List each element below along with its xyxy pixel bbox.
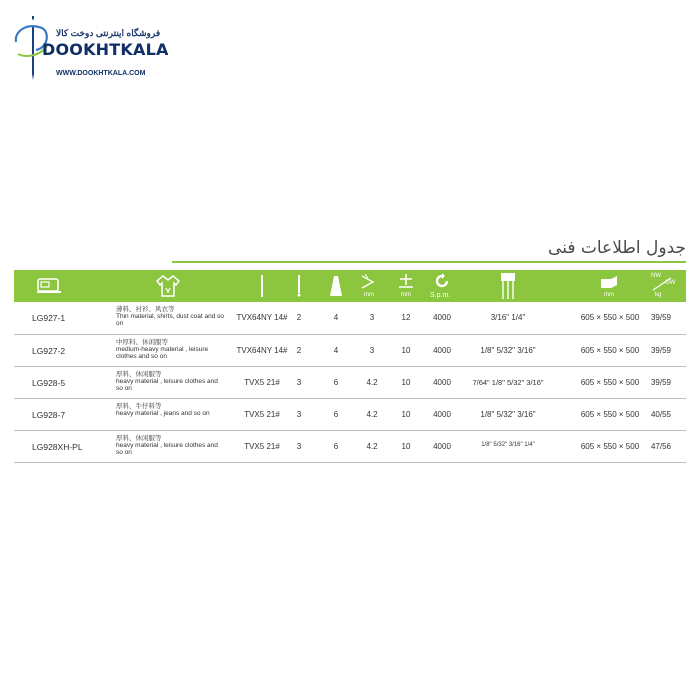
cell-gauge: 1/8" 5/32" 3/16"	[480, 410, 536, 419]
cell-stitch: 4.2	[366, 378, 378, 387]
cell-needle: TVX5 21#	[244, 442, 280, 451]
cell-needles: 3	[296, 410, 302, 419]
cell-gauge: 1/8" 5/32" 3/16" 1/4"	[481, 442, 535, 448]
cell-package: 605 × 550 × 500	[580, 313, 640, 322]
section-title: جدول اطلاعات فنی	[548, 238, 686, 258]
table-row	[14, 335, 686, 367]
cell-package: 605 × 550 × 500	[580, 442, 640, 451]
speed-unit: S.p.m.	[430, 292, 451, 299]
cell-package: 605 × 550 × 500	[580, 378, 640, 387]
cell-description: 中厚料、休闲服等 medium-heavy material , leisure clothes and so on	[116, 339, 209, 361]
stitch-length-icon	[359, 272, 377, 292]
cell-package: 605 × 550 × 500	[580, 410, 640, 419]
cell-lift: 12	[401, 313, 411, 322]
cell-model: LG927-1	[32, 313, 66, 323]
logo-brand-name: DOOKHTKALA	[42, 40, 169, 59]
cell-stitch: 4.2	[366, 442, 378, 451]
cell-needle: TVX5 21#	[244, 378, 280, 387]
spec-table	[14, 270, 686, 463]
cell-weight: 39/59	[650, 346, 672, 355]
needle-count-icon	[296, 275, 302, 297]
cell-threads: 6	[333, 378, 339, 387]
table-row	[14, 431, 686, 463]
weight-nw-label: NW	[651, 273, 661, 279]
cell-lift: 10	[401, 346, 411, 355]
cell-needle: TVX5 21#	[244, 410, 280, 419]
cell-weight: 39/59	[650, 313, 672, 322]
logo-url: WWW.DOOKHTKALA.COM	[56, 70, 146, 77]
cell-description: 厚料、休闲服等 heavy material , leisure clothes and so on	[116, 435, 218, 457]
table-row	[14, 302, 686, 335]
cell-needles: 2	[296, 313, 302, 322]
cell-model: LG928XH-PL	[32, 442, 83, 452]
package-box-icon	[599, 275, 619, 289]
weight-unit: kg	[655, 292, 662, 298]
cell-speed: 4000	[433, 378, 451, 387]
cell-stitch: 4.2	[366, 410, 378, 419]
table-row	[14, 399, 686, 431]
cell-speed: 4000	[433, 410, 451, 419]
cell-needles: 2	[296, 346, 302, 355]
cell-needles: 3	[296, 442, 302, 451]
cell-gauge: 3/16" 1/4"	[490, 313, 526, 322]
cell-description: 薄料、衬衫、风衣等 Thin material, shirts, dust coat and so on	[116, 306, 225, 328]
cell-lift: 10	[401, 442, 411, 451]
cell-model: LG928-7	[32, 410, 66, 420]
site-logo[interactable]	[12, 14, 172, 80]
weight-gw-label: GW	[665, 280, 676, 286]
cell-weight: 40/55	[650, 410, 672, 419]
cell-gauge: 7/64" 1/8" 5/32" 3/16"	[472, 378, 544, 387]
cell-stitch: 3	[369, 346, 375, 355]
cell-needles: 3	[296, 378, 302, 387]
cell-threads: 6	[333, 410, 339, 419]
cell-needle: TVX64NY 14#	[236, 346, 288, 355]
logo-persian-text: فروشگاه اینترنتی دوخت کالا	[56, 28, 161, 38]
needle-gauge-icon	[498, 272, 518, 300]
cell-speed: 4000	[433, 313, 451, 322]
cell-model: LG927-2	[32, 346, 66, 356]
lift-unit: mm	[401, 292, 411, 298]
cell-speed: 4000	[433, 442, 451, 451]
title-underline	[172, 261, 686, 263]
cell-stitch: 3	[369, 313, 375, 322]
stitch-unit: mm	[364, 292, 374, 298]
sewing-machine-icon	[36, 277, 62, 295]
table-header	[14, 270, 686, 302]
cell-package: 605 × 550 × 500	[580, 346, 640, 355]
cell-lift: 10	[401, 378, 411, 387]
cell-description: 厚料、休闲服等 heavy material , leisure clothes and so on	[116, 371, 218, 393]
cell-threads: 4	[333, 313, 339, 322]
presser-foot-icon	[398, 273, 414, 291]
cell-gauge: 1/8" 5/32" 3/16"	[480, 346, 536, 355]
cell-needle: TVX64NY 14#	[236, 313, 288, 322]
shirt-icon	[155, 274, 181, 298]
thread-cone-icon	[329, 274, 343, 298]
cell-description: 厚料、牛仔料等 heavy material , jeans and so on	[116, 403, 210, 418]
cell-lift: 10	[401, 410, 411, 419]
cell-weight: 47/56	[650, 442, 672, 451]
cell-model: LG928-5	[32, 378, 66, 388]
cell-speed: 4000	[433, 346, 451, 355]
cell-threads: 6	[333, 442, 339, 451]
cell-weight: 39/59	[650, 378, 672, 387]
package-unit: mm	[604, 292, 614, 298]
needle-type-icon	[259, 275, 265, 297]
speed-icon	[434, 273, 450, 289]
cell-threads: 4	[333, 346, 339, 355]
table-row	[14, 367, 686, 399]
